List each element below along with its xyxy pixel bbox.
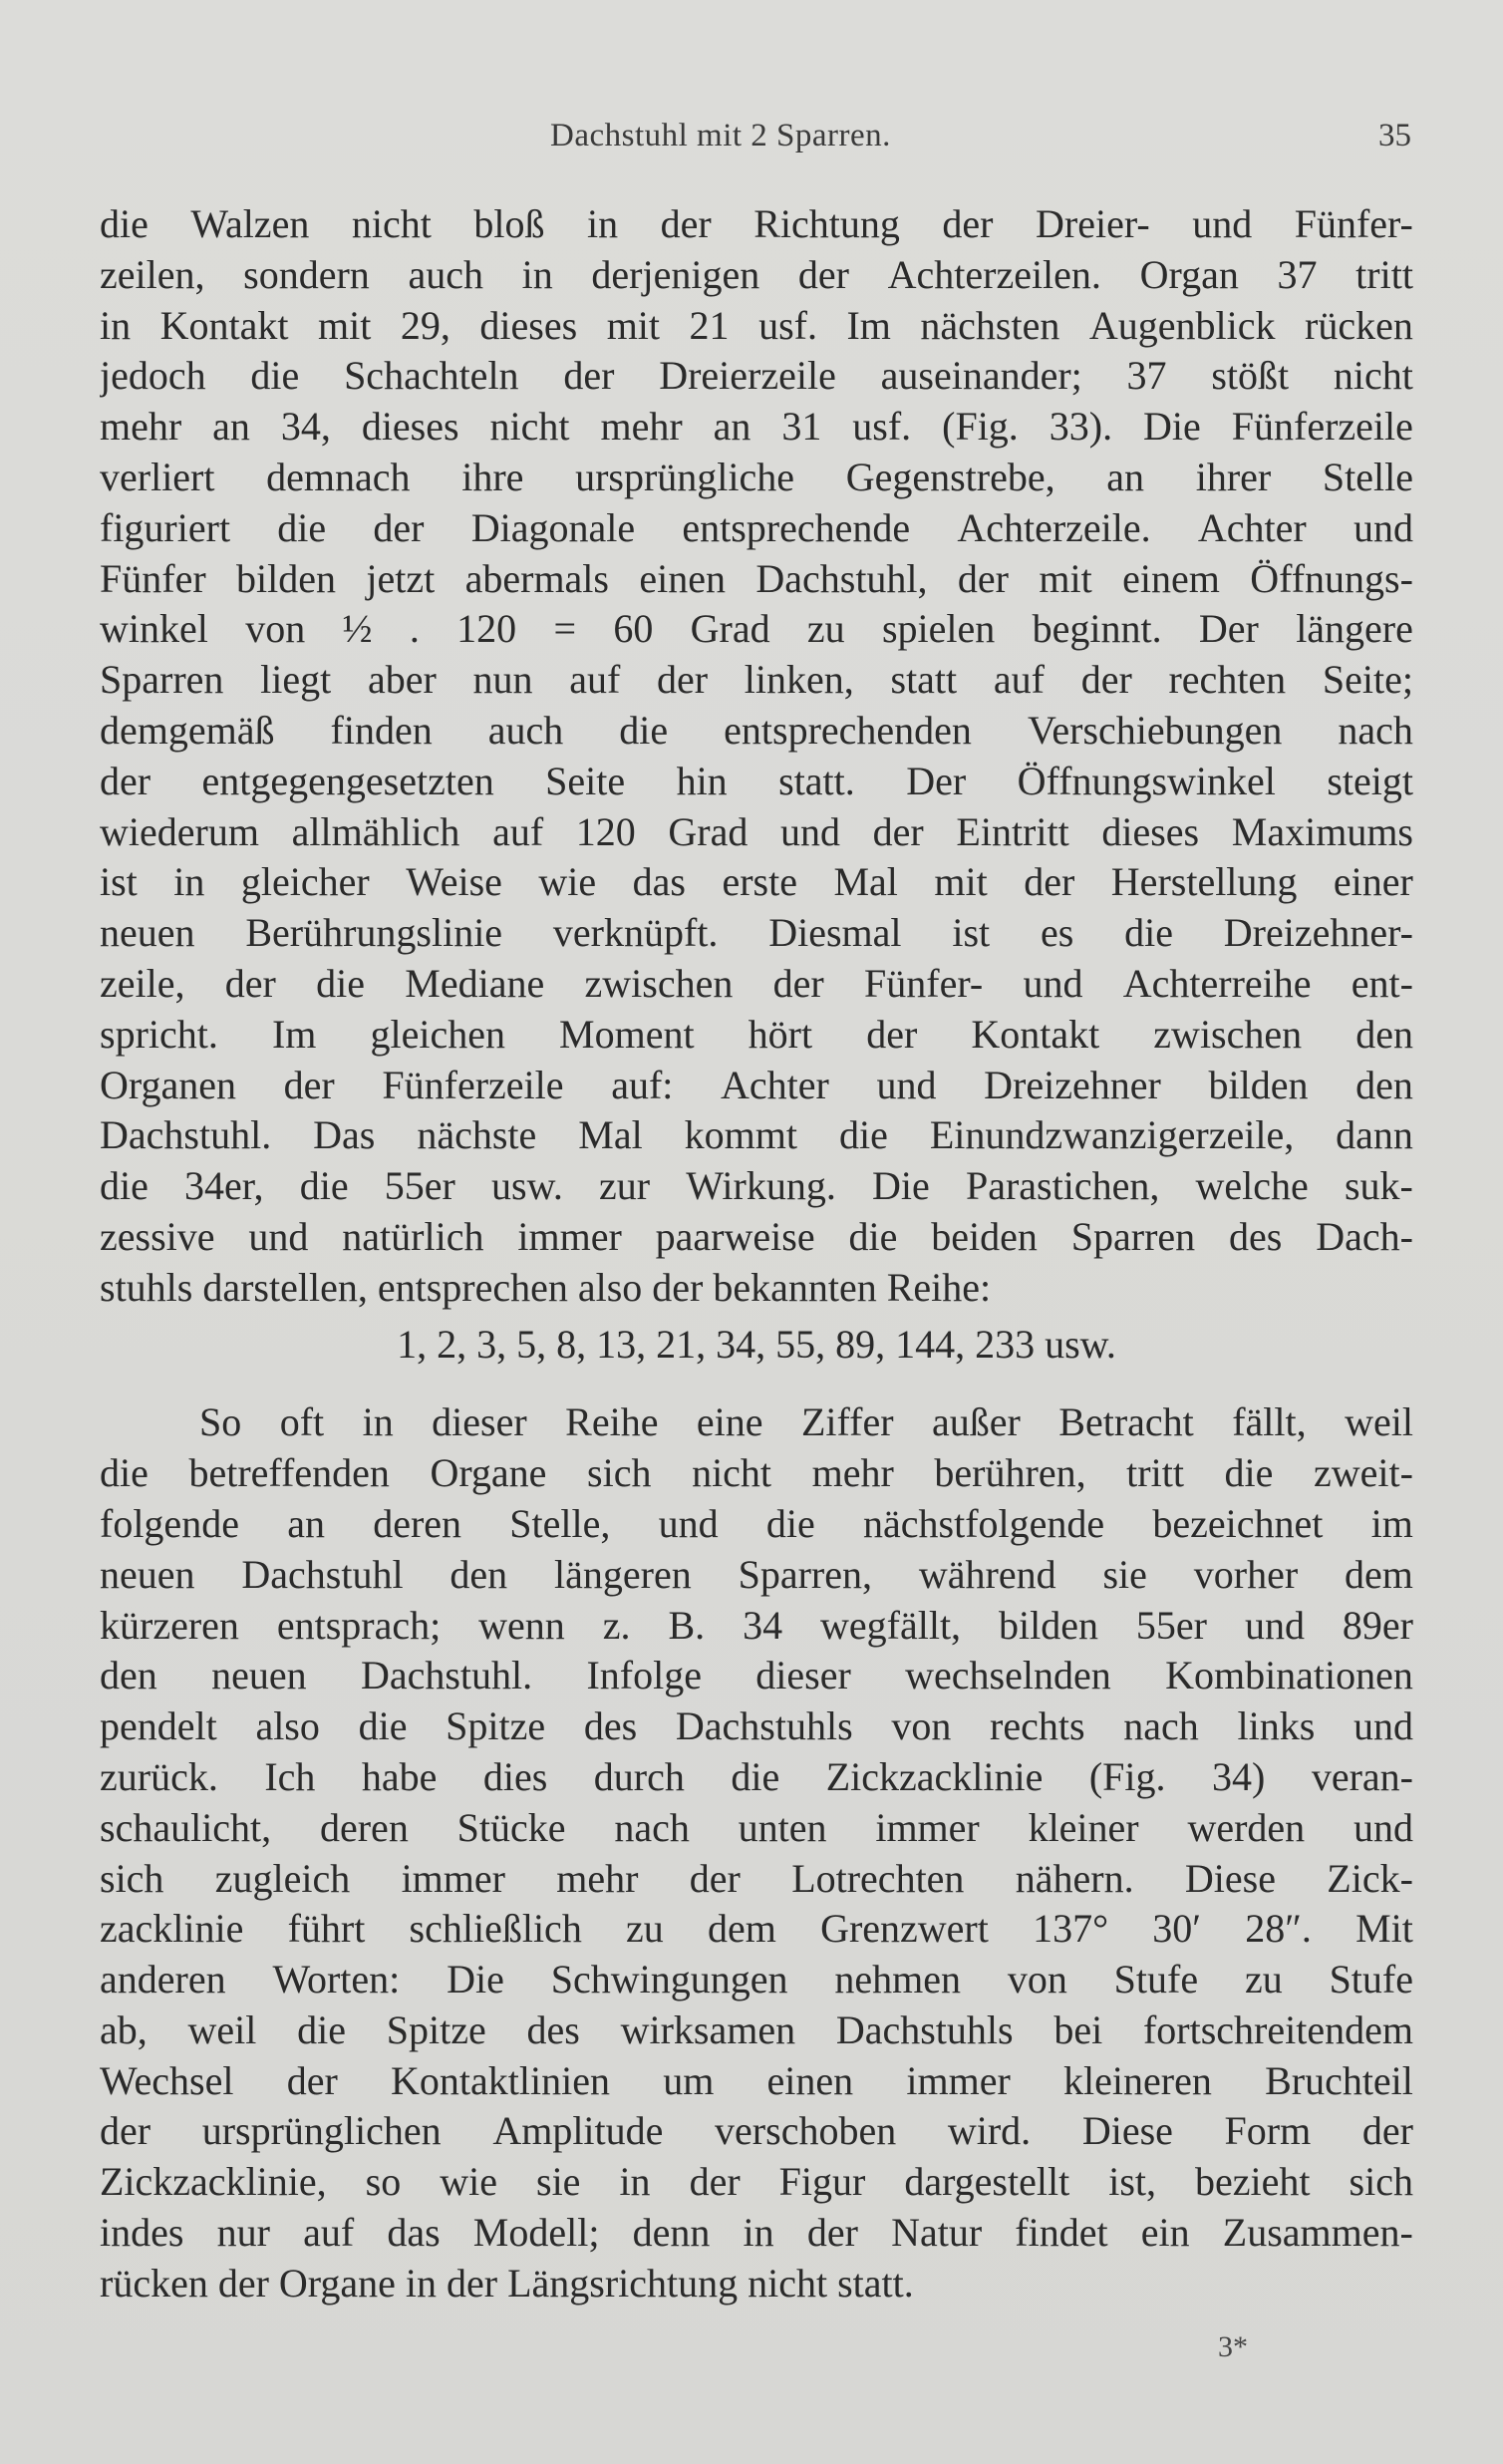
series-text: 1, 2, 3, 5, 8, 13, 21, 34, 55, 89, 144, 233 usw. [397,1321,1116,1367]
text-line: wiederum allmählich auf 120 Grad und der Eintritt dieses Maximums [100,808,1413,854]
text-line: den neuen Dachstuhl. Infolge dieser wechselnden Kombinationen [100,1653,1413,1698]
text-line: der ursprünglichen Amplitude verschoben wird. Diese Form der [100,2108,1413,2154]
text-line: die Walzen nicht bloß in der Richtung der Dreier- und Fünfer- [100,201,1413,246]
body-text [100,199,1413,2310]
text-line: mehr an 34, dieses nicht mehr an 31 usf. (Fig. 33). Die Fünferzeile [100,404,1413,450]
signature-mark: 3* [1218,2330,1248,2363]
text-line: schaulicht, deren Stücke nach unten immer kleiner werden und [100,1804,1413,1850]
text-line: verliert demnach ihre ursprüngliche Gegenstrebe, an ihrer Stelle [100,454,1413,499]
text-line: Sparren liegt aber nun auf der linken, statt auf der rechten Seite; [100,657,1413,703]
paragraph-2 [100,1397,1413,2309]
page-number: 35 [1378,118,1411,154]
text-line: Zickzacklinie, so wie sie in der Figur dargestellt ist, bezieht sich [100,2159,1413,2205]
text-line: pendelt also die Spitze des Dachstuhls von rechts nach links und [100,1703,1413,1749]
text-line: Dachstuhl. Das nächste Mal kommt die Einundzwanzigerzeile, dann [100,1112,1413,1158]
text-line: zeilen, sondern auch in derjenigen der Achterzeilen. Organ 37 tritt [100,251,1413,297]
text-line: Organen der Fünferzeile auf: Achter und Dreizehner bilden den [100,1062,1413,1107]
text-line: winkel von ½ . 120 = 60 Grad zu spielen beginnt. Der längere [100,606,1413,652]
text-line: folgende an deren Stelle, und die nächstfolgende bezeichnet im [100,1500,1413,1546]
page-header [0,118,1503,163]
text-line: jedoch die Schachteln der Dreierzeile auseinander; 37 stößt nicht [100,353,1413,399]
text-line: figuriert die der Diagonale entsprechende Achterzeile. Achter und [100,504,1413,550]
text-line: sich zugleich immer mehr der Lotrechten nähern. Diese Zick- [100,1855,1413,1901]
text-line: neuen Dachstuhl den längeren Sparren, während sie vorher dem [100,1551,1413,1597]
text-line: neuen Berührungslinie verknüpft. Diesmal ist es die Dreizehner- [100,910,1413,956]
text-line: in Kontakt mit 29, dieses mit 21 usf. Im nächsten Augenblick rücken [100,302,1413,348]
running-title: Dachstuhl mit 2 Sparren. [550,118,891,154]
text-line: ist in gleicher Weise wie das erste Mal mit der Herstellung einer [100,859,1413,905]
text-line: zessive und natürlich immer paarweise die beiden Sparren des Dach- [100,1213,1413,1259]
text-line: Fünfer bilden jetzt abermals einen Dachstuhl, der mit einem Öffnungs- [100,555,1413,601]
text-line: anderen Worten: Die Schwingungen nehmen von Stufe zu Stufe [100,1957,1413,2002]
text-line: zurück. Ich habe dies durch die Zickzacklinie (Fig. 34) veran- [100,1753,1413,1799]
fibonacci-series-line [100,1320,1413,1371]
text-line: stuhls darstellen, entsprechen also der bekannten Reihe: [100,1264,992,1310]
text-line: zeile, der die Mediane zwischen der Fünfer- und Achterreihe ent- [100,960,1413,1006]
text-line: Wechsel der Kontaktlinien um einen immer kleineren Bruchteil [100,2057,1413,2103]
text-line: die betreffenden Organe sich nicht mehr berühren, tritt die zweit- [100,1450,1413,1496]
text-line: rücken der Organe in der Längsrichtung nicht statt. [100,2260,914,2306]
text-line: demgemäß finden auch die entsprechenden Verschiebungen nach [100,707,1413,753]
text-line: indes nur auf das Modell; denn in der Natur findet ein Zusammen- [100,2210,1413,2256]
paragraph-1 [100,199,1413,1314]
text-line: So oft in dieser Reihe eine Ziffer außer Betracht fällt, weil [199,1399,1413,1445]
text-line: die 34er, die 55er usw. zur Wirkung. Die Parastichen, welche suk- [100,1163,1413,1209]
text-line: der entgegengesetzten Seite hin statt. Der Öffnungswinkel steigt [100,758,1413,803]
text-line: ab, weil die Spitze des wirksamen Dachstuhls bei fortschreitendem [100,2006,1413,2052]
text-line: spricht. Im gleichen Moment hört der Kontakt zwischen den [100,1011,1413,1057]
text-line: zacklinie führt schließlich zu dem Grenzwert 137° 30′ 28″. Mit [100,1906,1413,1952]
text-line: kürzeren entsprach; wenn z. B. 34 wegfällt, bilden 55er und 89er [100,1602,1413,1648]
